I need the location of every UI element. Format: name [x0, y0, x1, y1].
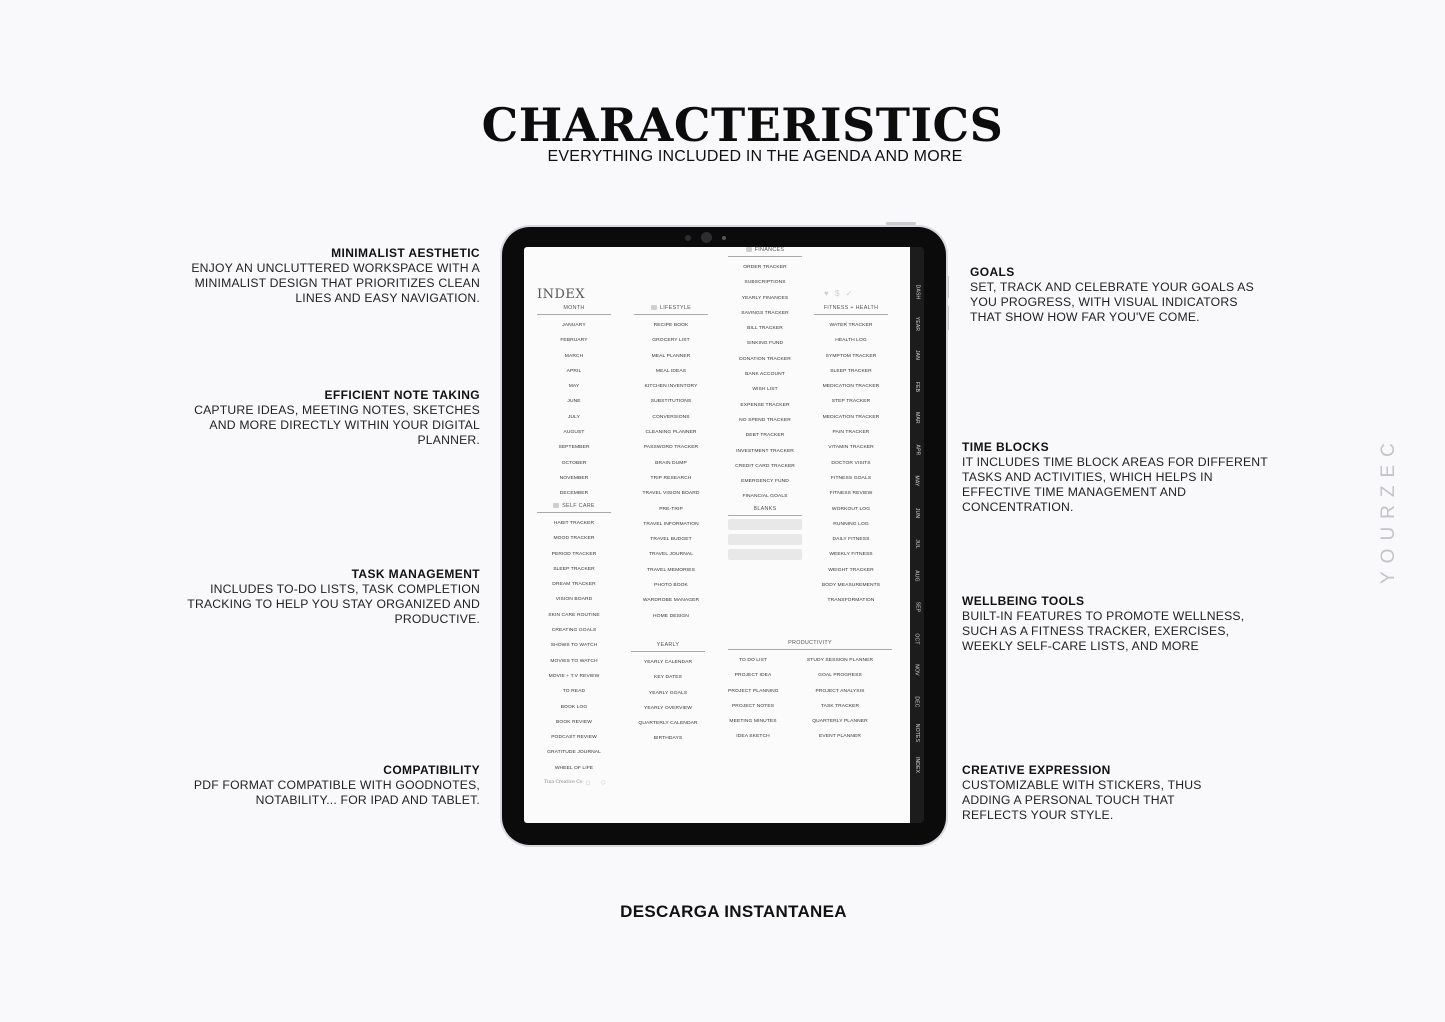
productivity-head: PRODUCTIVITY	[728, 640, 892, 650]
index-link[interactable]: PROJECT PLANNING	[728, 688, 779, 694]
tab-label: JAN	[913, 349, 920, 361]
index-link[interactable]: SEPTEMBER	[558, 445, 590, 451]
index-link[interactable]: APRIL	[566, 368, 582, 374]
feature-minimalist	[180, 246, 480, 306]
tab-label: YEAR	[914, 316, 921, 331]
index-link[interactable]: MEAL PLANNER	[651, 353, 691, 359]
index-link[interactable]: EVENT PLANNER	[819, 734, 861, 740]
yearly-column	[631, 642, 705, 747]
tab-year[interactable]	[910, 310, 924, 338]
index-link[interactable]: PASSWORD TRACKER	[643, 445, 699, 451]
tab-nov[interactable]	[910, 656, 924, 684]
index-link[interactable]: DEBT TRACKER	[745, 433, 785, 439]
tab-label: DEC	[913, 695, 920, 708]
feature-desc: INCLUDES TO-DO LISTS, TASK COMPLETION TRACKING TO HELP YOU STAY ORGANIZED AND PRODUCTIVE.	[187, 582, 480, 626]
index-link[interactable]: JULY	[568, 414, 580, 420]
index-link[interactable]: YEARLY CALENDAR	[643, 660, 693, 665]
index-link[interactable]: SHOWS TO WATCH	[550, 643, 598, 649]
index-link[interactable]: HEALTH LOG	[835, 338, 867, 344]
camera-dot	[685, 235, 691, 241]
index-link[interactable]: VISION BOARD	[555, 597, 593, 603]
index-link[interactable]: WATER TRACKER	[829, 323, 873, 328]
selfcare-head-label: SELF CARE	[562, 503, 595, 509]
planner-screen	[524, 247, 910, 823]
month-column	[537, 305, 611, 502]
index-link[interactable]: CLEANING PLANNER	[645, 430, 697, 436]
index-link[interactable]: SUBSCRIPTIONS	[744, 280, 786, 286]
tab-feb[interactable]	[910, 373, 924, 401]
finances-head-label: FINANCES	[754, 247, 785, 253]
feature-desc: CAPTURE IDEAS, MEETING NOTES, SKETCHES AND MORE DIRECTLY WITHIN YOUR DIGITAL PLANNER.	[194, 403, 480, 447]
feature-title: GOALS	[970, 265, 1015, 279]
index-link[interactable]: MOVIES TO WATCH	[550, 658, 598, 664]
tab-label: JUL	[914, 539, 920, 549]
tab-apr[interactable]	[910, 436, 924, 464]
tab-label: OCT	[914, 632, 920, 645]
tab-notes[interactable]	[910, 719, 924, 747]
index-link[interactable]: SINKING FUND	[746, 341, 784, 347]
index-link[interactable]: WEEKLY FITNESS	[829, 552, 873, 558]
index-link[interactable]: PAIN TRACKER	[832, 430, 870, 436]
tab-oct[interactable]	[910, 625, 924, 653]
index-link[interactable]: GOAL PROGRESS	[818, 673, 862, 679]
index-link[interactable]: DONATION TRACKER	[739, 356, 791, 362]
selfcare-items	[537, 516, 611, 776]
download-label: DESCARGA INSTANTANEA	[620, 902, 847, 921]
index-link[interactable]: SLEEP TRACKER	[830, 368, 872, 374]
index-link[interactable]: MEDICATION TRACKER	[822, 414, 880, 420]
index-link[interactable]: WHEEL OF LIFE	[554, 765, 594, 771]
feature-goals	[970, 265, 1270, 325]
index-link[interactable]: EXPENSE TRACKER	[740, 402, 790, 408]
tab-label: SEP	[913, 601, 920, 613]
index-link[interactable]: NOVEMBER	[559, 475, 589, 481]
index-link[interactable]: MEETING MINUTES	[729, 719, 777, 725]
sticker-icons: ♥ $ ✓	[824, 289, 855, 298]
fitness-head	[814, 305, 888, 315]
index-link[interactable]: MARCH	[564, 353, 584, 359]
index-link[interactable]: TRAVEL VISION BOARD	[642, 491, 700, 497]
feature-desc: CUSTOMIZABLE WITH STICKERS, THUS ADDING A PERSONAL TOUCH THAT REFLECTS YOUR STYLE.	[962, 778, 1202, 822]
index-link[interactable]: QUARTERLY CALENDAR	[638, 721, 698, 727]
index-link[interactable]: STUDY SESSION PLANNER	[806, 658, 874, 663]
index-link[interactable]: FITNESS REVIEW	[829, 491, 873, 497]
feature-title: COMPATIBILITY	[383, 763, 480, 777]
camera-lens	[701, 232, 712, 243]
index-link[interactable]: CREATING GOALS	[551, 628, 597, 634]
index-link[interactable]: WEIGHT TRACKER	[828, 567, 874, 573]
feature-compatibility	[180, 763, 480, 808]
index-link[interactable]: SUBSTITUTIONS	[650, 399, 692, 405]
index-link[interactable]: HABIT TRACKER	[553, 521, 595, 526]
blanks-head: BLANKS	[728, 506, 802, 516]
feature-wellbeing	[962, 594, 1262, 654]
tab-label: FEB	[913, 381, 920, 392]
index-link[interactable]: DAILY FITNESS	[832, 537, 870, 543]
index-link[interactable]: AUGUST	[563, 430, 585, 436]
index-link[interactable]: PRE-TRIP	[659, 506, 683, 512]
tab-label: AUG	[914, 569, 920, 582]
feature-desc: PDF FORMAT COMPATIBLE WITH GOODNOTES, NOTABILITY... FOR IPAD AND TABLET.	[193, 778, 480, 807]
feature-title: TIME BLOCKS	[962, 440, 1050, 454]
index-link[interactable]: TRAVEL INFORMATION	[643, 521, 699, 527]
tab-label: MAR	[914, 412, 920, 424]
index-link[interactable]: BANK ACCOUNT	[745, 372, 785, 378]
feature-desc: ENJOY AN UNCLUTTERED WORKSPACE WITH A MINIMALIST DESIGN THAT PRIORITIZES CLEAN LINES AND EASY NAVIGATION.	[191, 261, 480, 305]
tab-label: JUN	[913, 507, 920, 518]
tab-index[interactable]	[910, 751, 924, 779]
index-link[interactable]: SYMPTOM TRACKER	[825, 353, 877, 359]
lifestyle-column	[634, 305, 708, 624]
productivity-items-a	[728, 653, 778, 745]
fitness-head-label: FITNESS + HEALTH	[823, 305, 879, 311]
index-title: INDEX	[537, 287, 586, 302]
tab-jul[interactable]	[910, 530, 924, 558]
index-link[interactable]: ORDER TRACKER	[743, 265, 787, 270]
index-link[interactable]: PERIOD TRACKER	[551, 551, 597, 557]
feature-time-blocks	[962, 440, 1272, 515]
index-link[interactable]: PODCAST REVIEW	[551, 735, 597, 741]
index-link[interactable]: TO DO LIST	[738, 658, 768, 663]
planner-footer-icons: ☼ ○	[584, 777, 610, 787]
feature-creative	[962, 763, 1242, 823]
index-link[interactable]: EMERGENCY FUND	[741, 479, 789, 485]
index-link[interactable]: MEAL IDEAS	[655, 368, 687, 374]
index-link[interactable]: YEARLY FINANCES	[741, 295, 789, 301]
selfcare-column	[537, 503, 611, 776]
index-link[interactable]: MOVIE + T.V REVIEW	[548, 673, 600, 679]
index-link[interactable]: BOOK REVIEW	[556, 719, 592, 725]
tab-jun[interactable]	[910, 499, 924, 527]
index-link[interactable]: SAVINGS TRACKER	[741, 310, 789, 316]
index-link[interactable]: INVESTMENT TRACKER	[736, 448, 794, 454]
feature-desc: SET, TRACK AND CELEBRATE YOUR GOALS AS YOU PROGRESS, WITH VISUAL INDICATORS THAT SHOW HOW FAR YOU'VE COME.	[970, 280, 1254, 324]
blank-page-2[interactable]	[728, 534, 802, 545]
index-link[interactable]: SLEEP TRACKER	[553, 566, 595, 572]
tab-label: APR	[913, 444, 920, 455]
index-link[interactable]: FITNESS GOALS	[830, 475, 872, 481]
index-link[interactable]: GROCERY LIST	[652, 338, 690, 344]
month-tab-bar	[910, 247, 924, 823]
tab-sep[interactable]	[910, 593, 924, 621]
feature-task-management	[180, 567, 480, 627]
index-link[interactable]: FINANCIAL GOALS	[742, 494, 788, 500]
index-link[interactable]: GRATITUDE JOURNAL	[547, 750, 601, 756]
yearly-items	[631, 655, 705, 747]
tab-label: INDEX	[914, 756, 920, 773]
index-link[interactable]: FEBRUARY	[560, 338, 588, 344]
feature-desc: BUILT-IN FEATURES TO PROMOTE WELLNESS, SUCH AS A FITNESS TRACKER, EXERCISES, WEEKLY SELF-CARE LISTS, AND MORE	[962, 609, 1245, 653]
index-link[interactable]: TO READ	[562, 689, 586, 695]
index-link[interactable]: TRAVEL MEMORIES	[647, 567, 695, 573]
index-link[interactable]: PHOTO BOOK	[654, 583, 688, 589]
feature-title: CREATIVE EXPRESSION	[962, 763, 1111, 777]
index-link[interactable]: MOOD TRACKER	[553, 536, 595, 542]
index-link[interactable]: KEY DATES	[654, 675, 682, 681]
lifestyle-head	[634, 305, 708, 315]
productivity-column	[728, 640, 892, 745]
feature-desc: IT INCLUDES TIME BLOCK AREAS FOR DIFFERENT TASKS AND ACTIVITIES, WHICH HELPS IN EFFECTIVE TIME MANAGEMENT AND CONCENTRATION.	[962, 455, 1268, 514]
blank-page-1[interactable]	[728, 519, 802, 530]
index-link[interactable]: TRAVEL JOURNAL	[648, 552, 694, 558]
index-link[interactable]: WISH LIST	[752, 387, 778, 393]
page-subtitle: EVERYTHING INCLUDED IN THE AGENDA AND MORE	[547, 148, 963, 165]
finances-head	[728, 247, 802, 257]
index-link[interactable]: HOME DESIGN	[653, 613, 689, 619]
tab-may[interactable]	[910, 467, 924, 495]
month-head: MONTH	[537, 305, 611, 315]
index-link[interactable]: VITAMIN TRACKER	[828, 445, 874, 451]
index-link[interactable]: TRAVEL BUDGET	[650, 537, 692, 543]
index-link[interactable]: YEARLY OVERVIEW	[644, 705, 692, 711]
tab-label: NOTES	[914, 723, 921, 743]
index-link[interactable]: DOCTOR VISITS	[831, 460, 871, 466]
tab-dec[interactable]	[910, 688, 924, 716]
index-link[interactable]: WARDROBE MANAGER	[642, 598, 700, 604]
yearly-head: YEARLY	[631, 642, 705, 652]
fitness-column	[814, 305, 888, 609]
brand-watermark: YOURZEC	[1378, 435, 1399, 585]
index-link[interactable]: JANUARY	[562, 323, 586, 328]
index-link[interactable]: WORKOUT LOG	[831, 506, 871, 512]
feature-title: TASK MANAGEMENT	[351, 567, 480, 581]
month-items	[537, 318, 611, 502]
tab-dash[interactable]	[910, 278, 924, 306]
index-link[interactable]: RUNNING LOG	[833, 521, 869, 527]
tab-aug[interactable]	[910, 562, 924, 590]
index-link[interactable]: RECIPE BOOK	[653, 323, 689, 328]
index-link[interactable]: YEARLY GOALS	[648, 690, 688, 696]
index-link[interactable]: NO SPEND TRACKER	[739, 417, 791, 423]
feature-note-taking	[180, 388, 480, 448]
page-title: CHARACTERISTICS	[481, 98, 1004, 152]
index-link[interactable]: MAY	[568, 384, 580, 390]
tablet-side-button	[947, 306, 949, 330]
index-link[interactable]: BODY MEASUREMENTS	[821, 583, 881, 589]
index-link[interactable]: DECEMBER	[559, 491, 589, 497]
index-link[interactable]: TASK TRACKER	[820, 703, 860, 709]
selfcare-head	[537, 503, 611, 513]
finances-column	[728, 247, 802, 564]
blank-page-3[interactable]	[728, 549, 802, 560]
index-link[interactable]: BIRTHDAYS	[653, 736, 683, 742]
home-icon	[651, 305, 657, 310]
tab-label: MAY	[913, 475, 920, 487]
tablet-top-button	[886, 222, 916, 225]
lifestyle-items	[634, 318, 708, 624]
productivity-items-b	[788, 653, 892, 745]
index-link[interactable]: KITCHEN INVENTORY	[644, 384, 698, 390]
tab-mar[interactable]	[910, 404, 924, 432]
tab-label: NOV	[914, 664, 920, 676]
sensor-dot	[722, 236, 726, 240]
index-link[interactable]: STEP TRACKER	[831, 399, 871, 405]
index-link[interactable]: BRAIN DUMP	[655, 460, 687, 466]
index-link[interactable]: CONVERSIONS	[652, 414, 690, 420]
index-link[interactable]: BILL TRACKER	[747, 326, 783, 332]
heart-icon	[553, 503, 559, 508]
lifestyle-head-label: LIFESTYLE	[659, 305, 692, 311]
index-link[interactable]: SKIN CARE ROUTINE	[548, 612, 600, 618]
index-link[interactable]: CREDIT CARD TRACKER	[735, 463, 795, 469]
planner-footer-brand: Tina Creative Co	[544, 780, 583, 785]
feature-title: EFFICIENT NOTE TAKING	[324, 388, 480, 402]
index-link[interactable]: IDEA SKETCH	[736, 734, 770, 740]
index-link[interactable]: PROJECT IDEA	[734, 673, 772, 679]
index-link[interactable]: PROJECT NOTES	[731, 703, 775, 709]
index-link[interactable]: OCTOBER	[561, 460, 587, 466]
feature-title: WELLBEING TOOLS	[962, 594, 1085, 608]
feature-title: MINIMALIST AESTHETIC	[331, 246, 480, 260]
index-link[interactable]: JUNE	[567, 399, 581, 405]
index-link[interactable]: BOOK LOG	[560, 704, 588, 710]
index-link[interactable]: DREAM TRACKER	[552, 582, 596, 588]
index-link[interactable]: MEDICATION TRACKER	[822, 384, 880, 390]
dollar-icon	[746, 247, 752, 252]
index-link[interactable]: TRIP RESEARCH	[650, 475, 692, 481]
index-link[interactable]: PROJECT ANALYSIS	[815, 688, 865, 694]
index-link[interactable]: TRANSFORMATION	[827, 598, 875, 604]
fitness-items	[814, 318, 888, 609]
tab-label: DASH	[914, 284, 921, 300]
tablet-side-button	[947, 276, 949, 298]
index-link[interactable]: QUARTERLY PLANNER	[812, 719, 868, 725]
tab-jan[interactable]	[910, 341, 924, 369]
finances-items	[728, 260, 802, 505]
